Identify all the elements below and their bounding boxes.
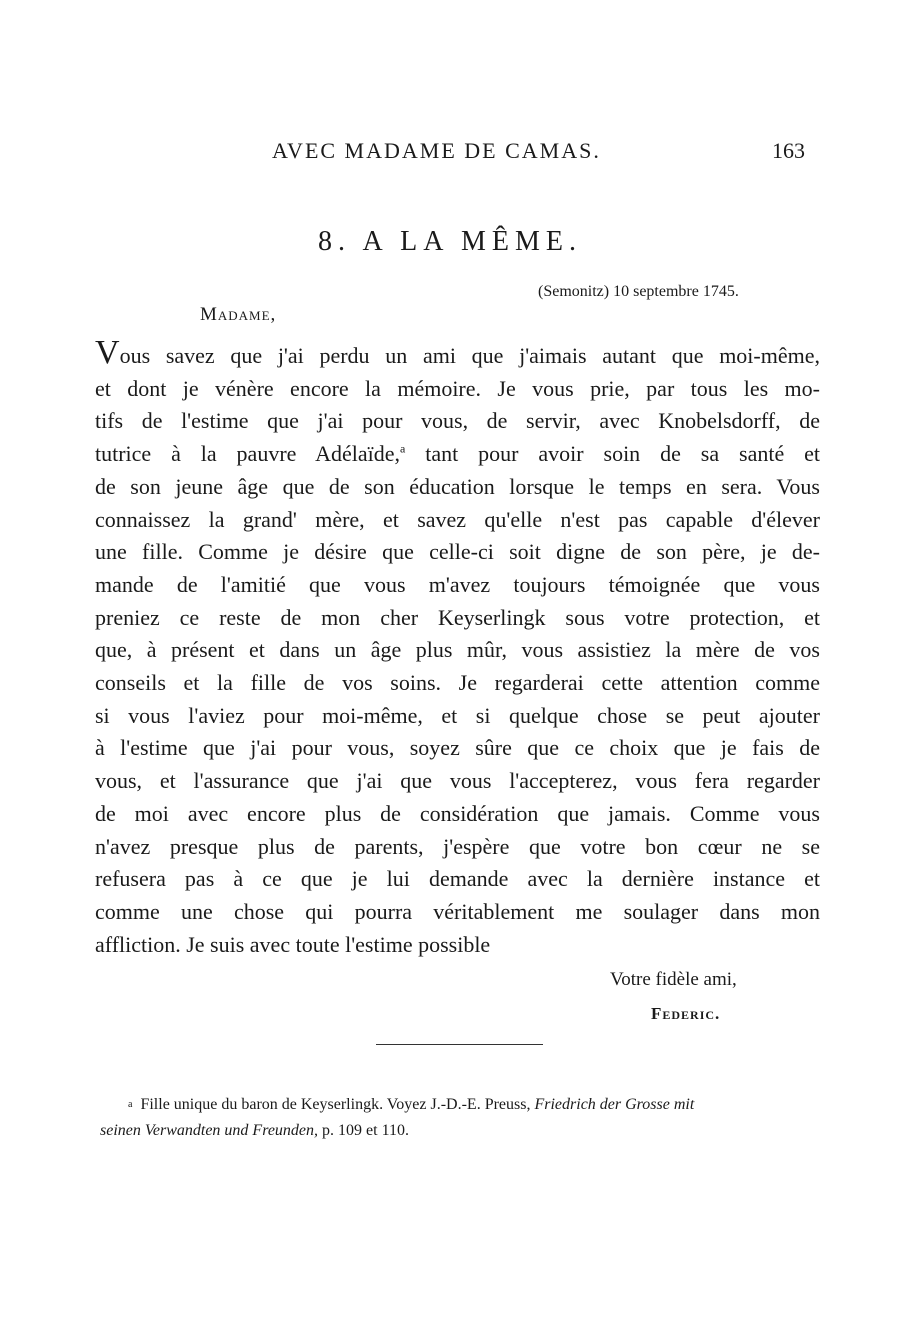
running-head — [0, 138, 900, 168]
body-line: de son jeune âge que de son éducation lorsque le temps en sera. Vous — [95, 473, 820, 499]
body-line-text: tant pour avoir soin de sa santé et — [405, 441, 820, 467]
body-line: tifs de l'estime que j'ai pour vous, de servir, avec Knobelsdorff, de — [95, 408, 820, 434]
body-line — [95, 334, 820, 373]
page-number: 163 — [772, 138, 805, 163]
body-line: comme une chose qui pourra véritablement me soulager dans mon — [95, 898, 820, 924]
body-line: connaissez la grand' mère, et savez qu'elle n'est pas capable d'élever — [95, 506, 820, 532]
section-divider — [376, 1044, 543, 1045]
signature: Federic. — [651, 1004, 721, 1023]
footnote-reference: a — [400, 441, 406, 456]
body-line — [95, 438, 820, 471]
body-line: affliction. Je suis avec toute l'estime possible — [95, 931, 491, 957]
footnote-text: Fille unique du baron de Keyserlingk. Voyez J.-D.-E. Preuss, — [140, 1096, 535, 1113]
drop-initial: V — [95, 334, 120, 371]
footnote-citation: seinen Verwandten und Freunden, — [100, 1122, 319, 1140]
body-line: si vous l'aviez pour moi-même, et si quelque chose se peut ajouter — [95, 702, 820, 728]
body-line: refusera pas à ce que je lui demande avec la dernière instance et — [95, 866, 820, 892]
body-line: une fille. Comme je désire que celle-ci soit digne de son père, je de- — [95, 539, 820, 565]
footnote — [100, 1092, 825, 1144]
body-line-text: tutrice à la pauvre Adélaïde, — [95, 441, 401, 467]
body-line: de moi avec encore plus de considération que jamais. Comme vous — [95, 800, 820, 826]
body-line: à l'estime que j'ai pour vous, soyez sûre que ce choix que je fais de — [95, 735, 820, 761]
letter-body — [95, 334, 820, 961]
body-line-text: ous savez que j'ai perdu un ami que j'aimais autant que moi-même, — [119, 343, 820, 368]
closing: Votre fidèle ami, — [610, 969, 737, 990]
body-line: et dont je vénère encore la mémoire. Je vous prie, par tous les mo- — [95, 375, 820, 401]
body-line: mande de l'amitié que vous m'avez toujours témoignée que vous — [95, 571, 820, 597]
letter-title: 8. A LA MÊME. — [318, 226, 582, 257]
running-title: AVEC MADAME DE CAMAS. — [272, 138, 601, 163]
body-line: que, à présent et dans un âge plus mûr, vous assistiez la mère de vos — [95, 637, 820, 663]
body-line: vous, et l'assurance que j'ai que vous l'accepterez, vous fera regarder — [95, 768, 820, 794]
salutation: Madame, — [200, 304, 277, 325]
footnote-marker: a — [128, 1099, 133, 1111]
dateline: (Semonitz) 10 septembre 1745. — [538, 283, 739, 300]
footnote-citation: Friedrich der Grosse mit — [534, 1096, 695, 1113]
body-line: n'avez presque plus de parents, j'espère que votre bon cœur ne se — [95, 833, 820, 859]
footnote-text: p. 109 et 110. — [318, 1122, 409, 1140]
body-line: conseils et la fille de vos soins. Je regarderai cette attention comme — [95, 670, 820, 696]
body-line: preniez ce reste de mon cher Keyserlingk sous votre protection, et — [95, 604, 820, 630]
footnote-line — [100, 1118, 825, 1144]
footnote-line — [100, 1092, 825, 1118]
